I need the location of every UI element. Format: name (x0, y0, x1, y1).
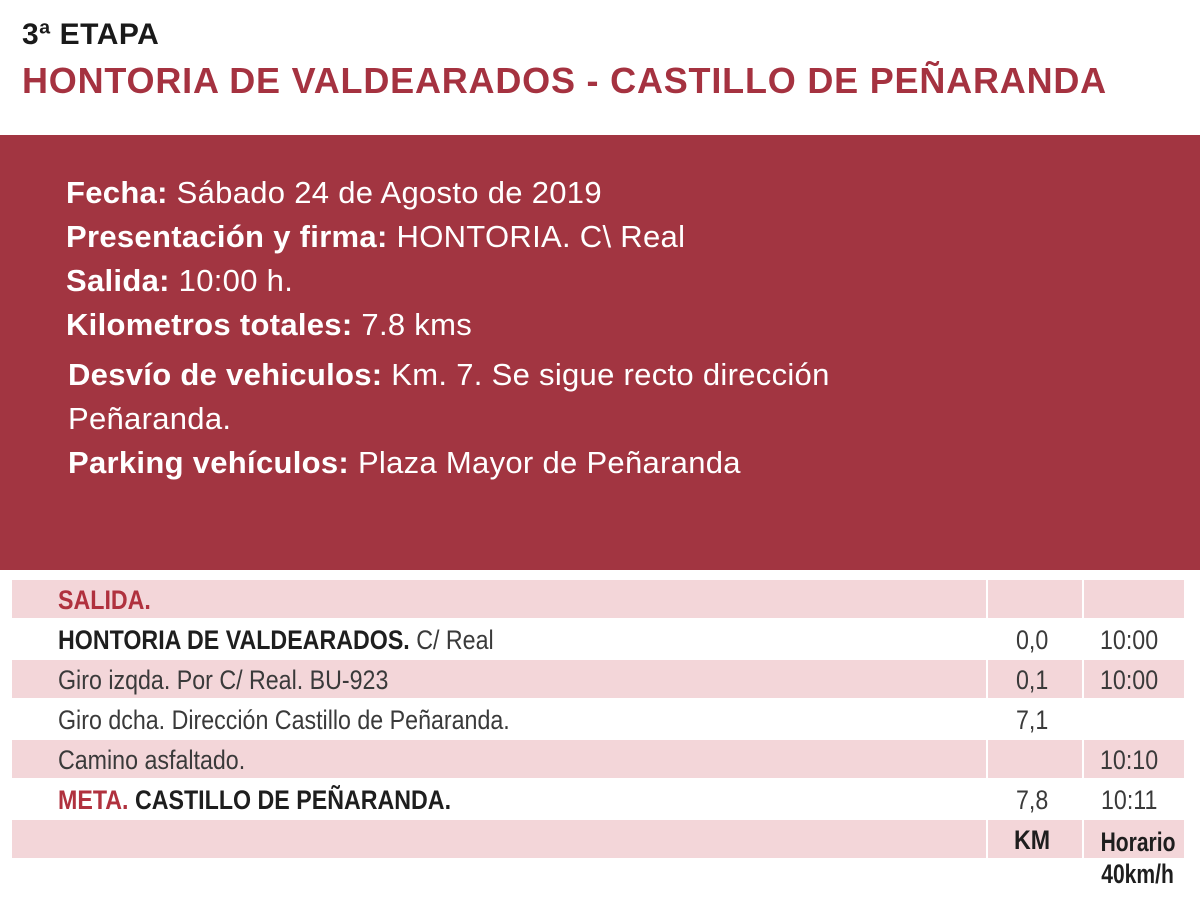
km-cell (988, 740, 1082, 778)
info-fecha (66, 171, 602, 215)
stage-number: 3ª ETAPA (22, 18, 160, 51)
table-row-salida (12, 580, 1184, 618)
desvio-value: Km. 7. Se sigue recto dirección (382, 357, 830, 392)
time-cell (1084, 620, 1184, 658)
horario-header (1088, 826, 1188, 890)
desc-cell (12, 740, 986, 778)
meta-place: CASTILLO DE PEÑARANDA. (128, 785, 452, 815)
desc-cell (12, 660, 986, 698)
place-name: HONTORIA DE VALDEARADOS. (58, 625, 410, 655)
salida-heading: SALIDA. (58, 585, 151, 615)
km-value: 7,8 (1016, 785, 1049, 815)
table-row (12, 700, 1184, 738)
km-cell (988, 580, 1082, 618)
time-cell (1084, 700, 1184, 738)
salida-value: 10:00 h. (169, 263, 294, 298)
info-presentacion (66, 215, 685, 259)
salida-cell (12, 580, 986, 618)
km-cell (988, 620, 1082, 658)
desc-cell (12, 620, 986, 658)
table-row (12, 740, 1184, 778)
fecha-label: Fecha: (66, 175, 168, 210)
parking-label: Parking vehículos: (68, 445, 350, 480)
km-value: 0,1 (1016, 665, 1049, 695)
info-panel (0, 135, 1200, 570)
table-row (12, 620, 1184, 658)
info-desvio (68, 353, 830, 397)
route-title: HONTORIA DE VALDEARADOS - CASTILLO DE PEÑARANDA (22, 60, 1107, 101)
km-cell (988, 660, 1082, 698)
time-value: 10:00 (1100, 665, 1159, 695)
desc-text: Camino asfaltado. (58, 745, 246, 775)
presentacion-label: Presentación y firma: (66, 219, 388, 254)
km-value: 0,0 (1016, 625, 1049, 655)
km-cell (988, 780, 1082, 818)
info-parking (68, 441, 741, 485)
desvio-value-cont: Peñaranda. (68, 401, 232, 436)
km-column-header (988, 820, 1082, 858)
desc-cell (12, 700, 986, 738)
footer-desc-cell (12, 820, 986, 858)
time-cell (1084, 740, 1184, 778)
table-row-footer (12, 820, 1184, 858)
salida-label: Salida: (66, 263, 170, 298)
parking-value: Plaza Mayor de Peñaranda (349, 445, 741, 480)
km-value: 7.8 kms (352, 307, 473, 342)
time-value: 10:10 (1100, 745, 1159, 775)
time-cell (1084, 660, 1184, 698)
km-cell (988, 700, 1082, 738)
table-row-meta (12, 780, 1184, 818)
fecha-value: Sábado 24 de Agosto de 2019 (167, 175, 602, 210)
time-value: 10:11 (1101, 785, 1158, 815)
place-detail: C/ Real (409, 625, 494, 655)
table-row (12, 660, 1184, 698)
km-header: KM (1014, 825, 1051, 855)
meta-label: META. (58, 785, 129, 815)
km-label: Kilometros totales: (66, 307, 353, 342)
horario-line-1: Horario (1100, 827, 1176, 857)
info-desvio-cont (68, 397, 231, 441)
route-table (12, 580, 1184, 860)
time-cell (1084, 780, 1184, 818)
info-km (66, 303, 472, 347)
info-salida (66, 259, 293, 303)
km-value: 7,1 (1016, 705, 1049, 735)
time-value: 10:00 (1100, 625, 1159, 655)
desvio-label: Desvío de vehiculos: (68, 357, 383, 392)
meta-cell (12, 780, 986, 818)
horario-line-2: 40km/h (1101, 859, 1175, 889)
time-cell (1084, 580, 1184, 618)
presentacion-value: HONTORIA. C\ Real (387, 219, 686, 254)
desc-text: Giro izqda. Por C/ Real. BU-923 (58, 665, 389, 695)
desc-text: Giro dcha. Dirección Castillo de Peñaranda. (58, 705, 510, 735)
